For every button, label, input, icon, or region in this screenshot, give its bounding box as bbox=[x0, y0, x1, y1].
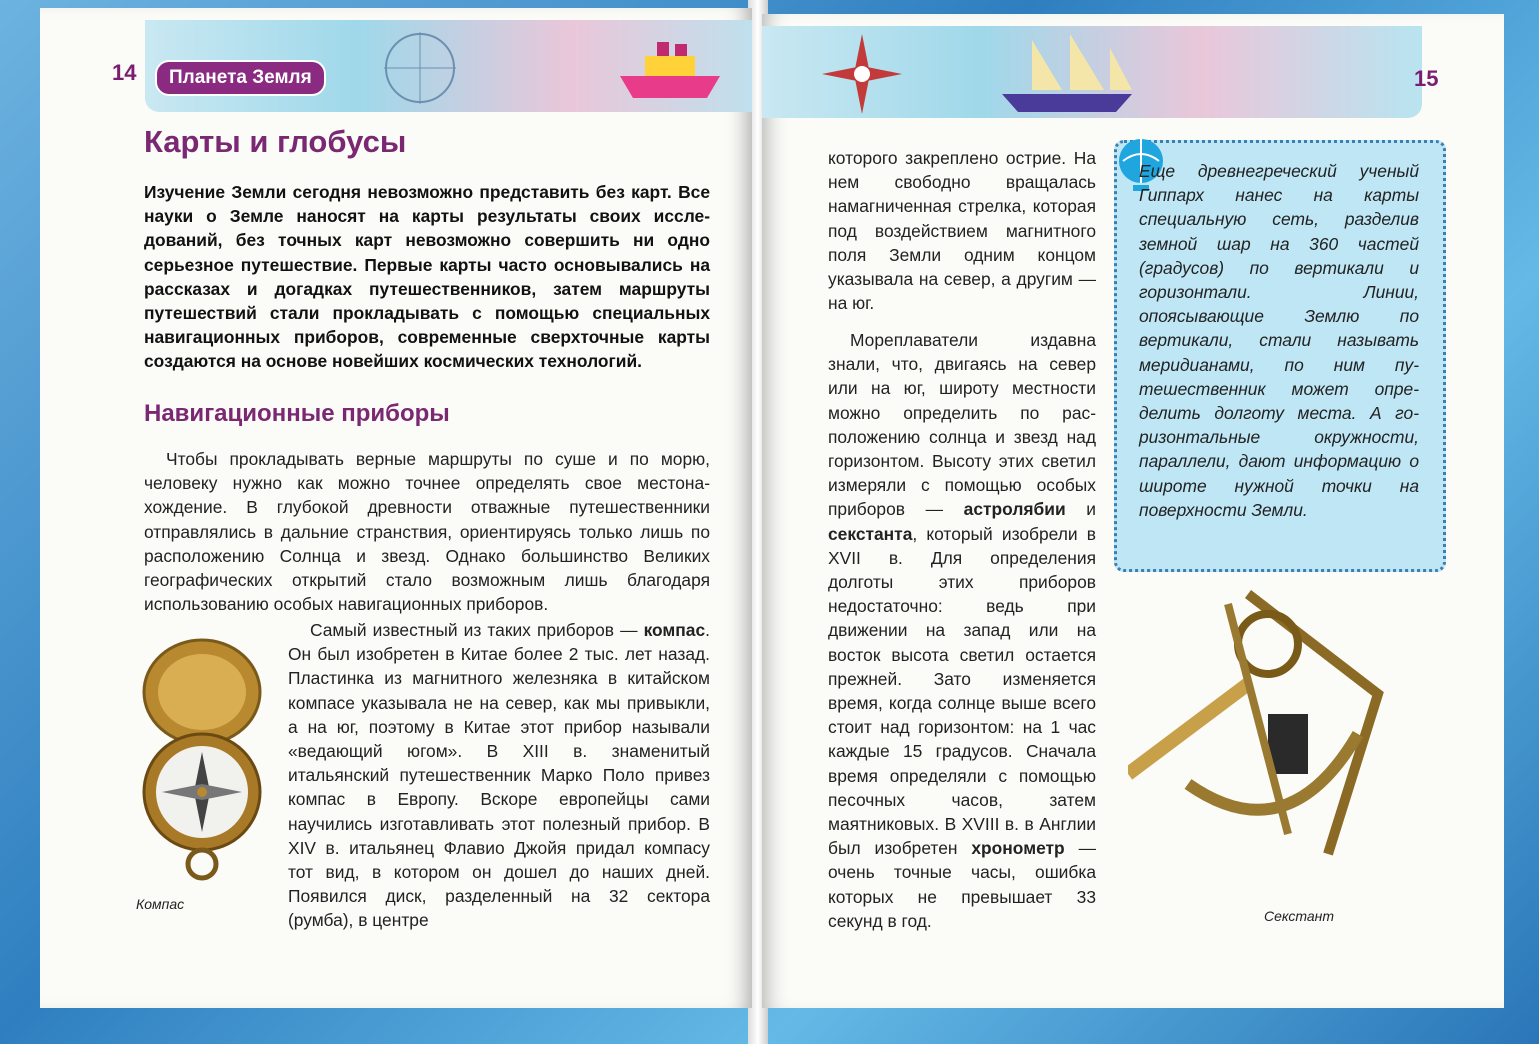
lead-paragraph: Изучение Земли сегодня невозможно представить без карт. Все науки о Земле наносят на карты результаты своих исследований, без точных карт невозможно совершить ни одно серьезное путешествие. Первые карты часто основывались на рассказах и догадках путешественников, затем маршруты путешествий стали прокладывать с помощью специальных навигационных приборов, современные сверхточные карты создаются на основе новейших космических технологий. bbox=[144, 182, 710, 372]
bold-term-chronometer: хронометр bbox=[971, 838, 1065, 859]
bold-term-sextant: секстанта bbox=[828, 523, 913, 544]
body-paragraph-2: Самый известный из таких приборов — компас. Он был изобретен в Китае более 2 тыс. лет назад. Пластинка из магнитного железняка в китайском компасе указывала не на север, как мы привыкли, а на юг, поэтому в Китае этот прибор называли «ведающий югом». В XIII в. знаменитый итальянский путешественник Марко Поло привез компас в Европу. Вскоре европейцы сами научились изготавливать этот полезный прибор. В XIV в. итальянец Флавио Джойя придал компасу тот вид, в котором он дошел до наших дней. Появился диск, разделенный на 32 сектора (румба), в центре bbox=[288, 620, 710, 931]
right-page bbox=[762, 14, 1504, 1008]
compass-caption: Компас bbox=[136, 896, 185, 912]
info-box bbox=[1114, 140, 1446, 572]
body-paragraph-1: Чтобы прокладывать верные маршруты по суше и по морю, человеку нужно как можно точнее определять свое местонахождение. В глубокой древности отважные путешественники отправлялись в дальние странствия, ориентируясь только лишь по расположению Солнца и звезд. Однако большинство Великих географических открытий стало возможным лишь благодаря использованию особых навигационных приборов. bbox=[144, 449, 710, 615]
section-subtitle: Навигационные приборы bbox=[144, 400, 450, 427]
bold-term-compass: компас bbox=[643, 620, 706, 640]
ship-icon bbox=[615, 36, 725, 106]
page-title: Карты и глобусы bbox=[144, 124, 407, 159]
bold-term-astrolabe: астролябии bbox=[963, 499, 1066, 520]
right-paragraph-2: Мореплаватели издавна знали, что, двигаясь на север или на юг, широту местности можно определить по расположению солнца и звезд над горизонтом. Высоту этих светил измеряли с помощью особых приборов — астролябии и секстанта, который изобрели в XVII в. Для определения долготы этих приборов недостаточно: ведь при движении на запад или на восток высота светил остается прежней. Зато изменяется время, когда солнце выше всего стоит над горизонтом: на 1 час каждые 15 градусов. Сначала время определяли с помощью песочных часов, затем маятниковых. В XVIII в. в Англии был изобретен хронометр — очень точные часы, ошибка которых не превышает 33 секунд в год. bbox=[828, 330, 1096, 931]
sextant-illustration-icon bbox=[1128, 584, 1418, 884]
section-tag: Планета Земля bbox=[155, 60, 326, 96]
info-box-text: Еще древнегреческий ученый Гиппарх нанес на карты специальную сеть, разделив земной шар на 360 частей (градусов) по вертикали и горизонтали. Линии, опоясывающие Землю по вертикали, стали называть меридианами, по ним путешественник может определить долготу места. А горизонтальные окружности, параллели, дают информацию о широте нужной точки на поверхности Земли. bbox=[1139, 161, 1419, 520]
map-compass-rose-icon bbox=[345, 28, 495, 108]
compass-rose-icon bbox=[822, 34, 902, 114]
compass-illustration-icon bbox=[140, 632, 270, 892]
right-paragraph-1: которого закреплено острие. На нем свободно вращалась намагниченная стрелка, которая под воздействием магнитного поля Земли одним концом указывала на север, а другим — на юг. bbox=[828, 148, 1096, 314]
sextant-caption: Секстант bbox=[1264, 908, 1335, 924]
sailing-ship-icon bbox=[992, 30, 1142, 116]
page-number-right: 15 bbox=[1414, 66, 1439, 91]
left-page bbox=[40, 8, 752, 1008]
map-banner-right bbox=[762, 26, 1422, 118]
page-number-left: 14 bbox=[112, 60, 137, 85]
